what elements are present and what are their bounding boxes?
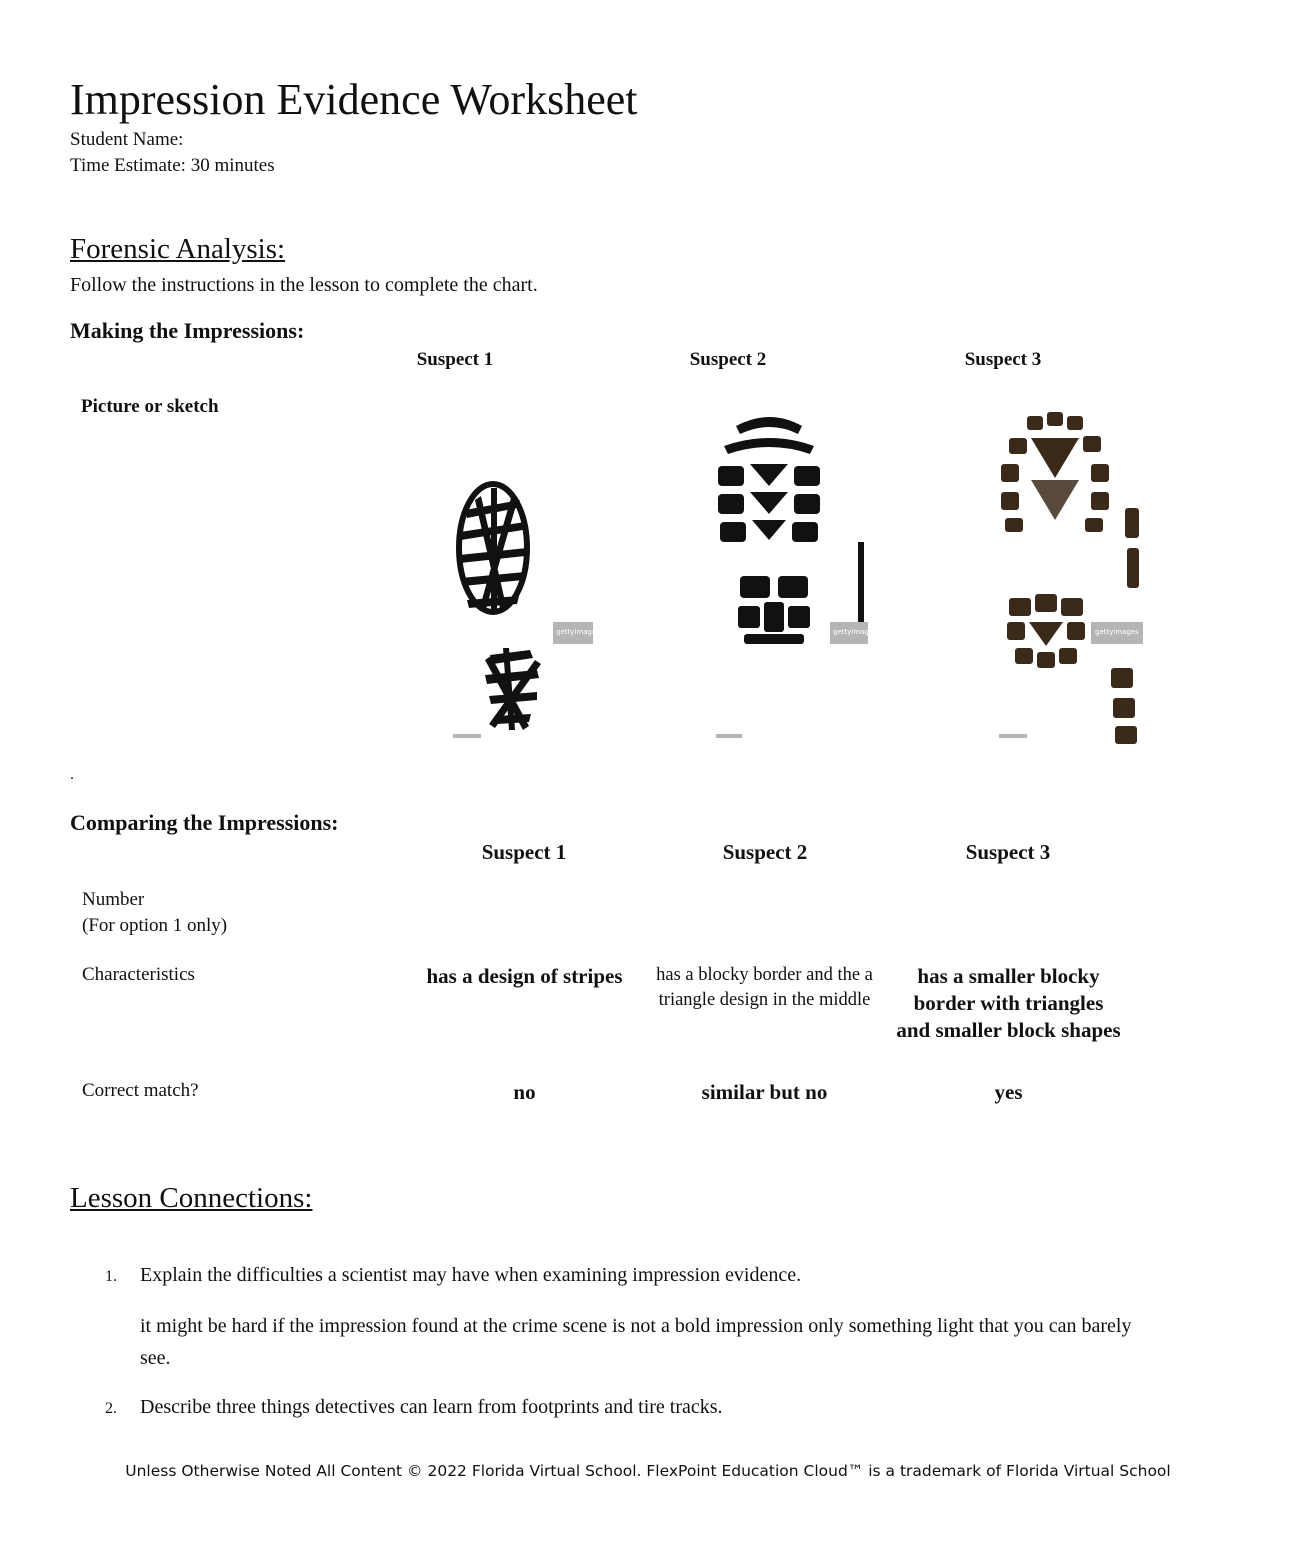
question-2-text: Describe three things detectives can learn from footprints and tire tracks. xyxy=(140,1396,723,1418)
student-name-label: Student Name: xyxy=(70,129,184,150)
making-suspect-1-header: Suspect 1 xyxy=(416,349,494,370)
suspect-3-watermark: gettyimages xyxy=(1095,628,1139,636)
suspect-2-shoeprint-image xyxy=(710,412,877,747)
page-title: Impression Evidence Worksheet xyxy=(70,75,638,124)
suspect-1-characteristics: has a design of stripes xyxy=(426,964,623,988)
comparing-suspect-2-header: Suspect 2 xyxy=(722,840,808,864)
suspect-1-shoeprint-image xyxy=(445,460,600,750)
comparing-suspect-1-header: Suspect 1 xyxy=(481,840,567,864)
suspect-1-match: no xyxy=(513,1080,536,1104)
question-1-text: Explain the difficulties a scientist may have when examining impression evidence. xyxy=(140,1264,802,1286)
making-impressions-heading: Making the Impressions: xyxy=(70,318,305,343)
suspect-1-watermark: gettyimages xyxy=(556,628,600,636)
suspect-2-watermark: gettyimages xyxy=(833,628,877,636)
copyright-footer: Unless Otherwise Noted All Content © 2022 Florida Virtual School. FlexPoint Education Cloud™ is a trademark of Florida Virtual School xyxy=(125,1462,1171,1480)
correct-match-row-label: Correct match? xyxy=(82,1080,199,1101)
number-row-sublabel: (For option 1 only) xyxy=(82,915,228,936)
comparing-suspect-3-header: Suspect 3 xyxy=(965,840,1051,864)
making-suspect-2-header: Suspect 2 xyxy=(689,349,767,370)
forensic-instructions: Follow the instructions in the lesson to complete the chart. xyxy=(70,274,538,296)
suspect-3-shoeprint-image xyxy=(995,408,1145,748)
picture-or-sketch-label: Picture or sketch xyxy=(81,396,219,417)
time-estimate: Time Estimate: 30 minutes xyxy=(70,155,275,176)
answer-1-text: it might be hard if the impression found at the crime scene is not a bold impression only something light that you can barely see. xyxy=(140,1315,1132,1369)
question-1-number: 1. xyxy=(105,1268,117,1285)
making-suspect-3-header: Suspect 3 xyxy=(964,349,1042,370)
suspect-2-match: similar but no xyxy=(701,1080,828,1104)
comparing-impressions-heading: Comparing the Impressions: xyxy=(70,810,339,835)
lesson-connections-heading: Lesson Connections: xyxy=(70,1182,313,1214)
suspect-2-characteristics: has a blocky border and the a triangle design in the middle xyxy=(656,965,873,1010)
characteristics-row-label: Characteristics xyxy=(82,964,195,985)
suspect-3-match: yes xyxy=(994,1080,1023,1104)
forensic-analysis-heading: Forensic Analysis: xyxy=(70,233,286,265)
suspect-3-characteristics: has a smaller blocky border with triangles and smaller block shapes xyxy=(896,964,1121,1042)
stray-period: . xyxy=(70,766,74,783)
question-2-number: 2. xyxy=(105,1400,117,1417)
number-row-label: Number xyxy=(82,889,145,910)
